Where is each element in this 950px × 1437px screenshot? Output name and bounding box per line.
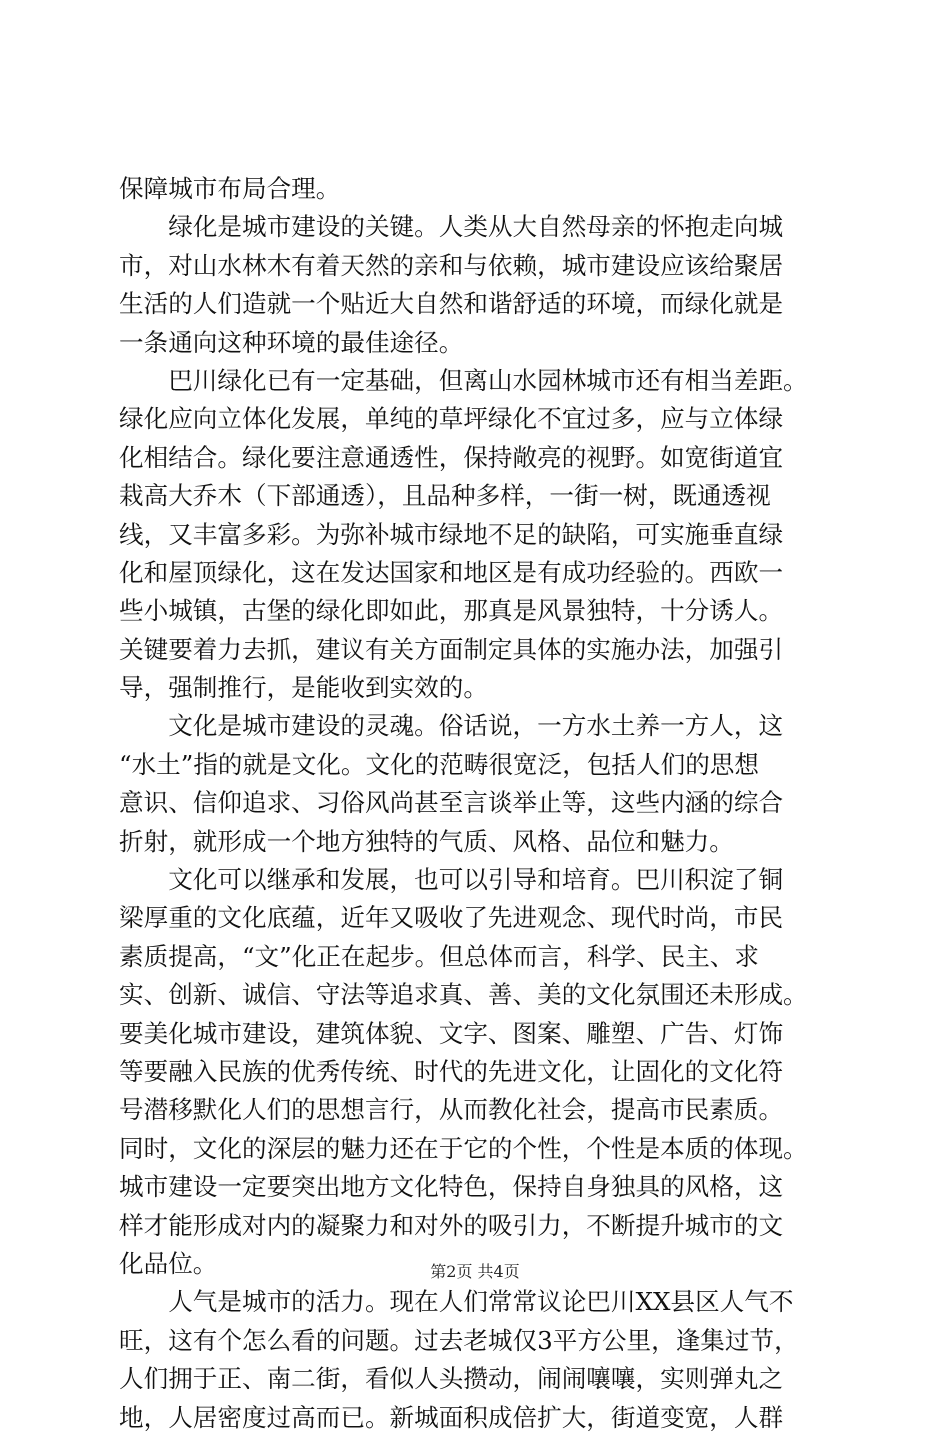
text-line: 生活的人们造就一个贴近大自然和谐舒适的环境，而绿化就是 [119,289,784,319]
text-line: 导，强制推行，是能收到实效的。 [119,673,488,703]
text-line: 素质提高，“文”化正在起步。但总体而言，科学、民主、求 [119,941,759,971]
text-line: 市，对山水林木有着天然的亲和与依赖，城市建设应该给聚居 [119,250,784,280]
text-line: 等要融入民族的优秀传统、时代的先进文化，让固化的文化符 [119,1056,784,1086]
text-line: 折射，就形成一个地方独特的气质、风格、品位和魅力。 [119,826,734,856]
text-line: 巴川绿化已有一定基础，但离山水园林城市还有相当差距。 [119,365,808,395]
text-line: 号潜移默化人们的思想言行，从而教化社会，提高市民素质。 [119,1095,784,1125]
page-footer: 第2页 共4页 [430,1262,520,1281]
body-text [119,170,839,1437]
text-line: 意识、信仰追求、习俗风尚甚至言谈举止等，这些内涵的综合 [119,788,784,818]
text-line: 保障城市布局合理。 [119,174,341,203]
text-line: 化和屋顶绿化，这在发达国家和地区是有成功经验的。西欧一 [119,557,784,587]
text-line: 旺，这有个怎么看的问题。过去老城仅3平方公里，逢集过节， [119,1325,799,1355]
text-line: 要美化城市建设，建筑体貌、文字、图案、雕塑、广告、灯饰 [119,1018,784,1048]
text-line: 城市建设一定要突出地方文化特色，保持自身独具的风格，这 [119,1172,784,1202]
text-line: 样才能形成对内的凝聚力和对外的吸引力，不断提升城市的文 [119,1210,784,1240]
text-line: 实、创新、诚信、守法等追求真、善、美的文化氛围还未形成。 [119,980,808,1010]
text-line: “水土”指的就是文化。文化的范畴很宽泛，包括人们的思想 [119,749,759,779]
text-line: 同时，文化的深层的魅力还在于它的个性，个性是本质的体现。 [119,1133,808,1163]
text-line: 绿化应向立体化发展，单纯的草坪绿化不宜过多，应与立体绿 [119,404,784,434]
text-line: 梁厚重的文化底蕴，近年又吸收了先进观念、现代时尚，市民 [119,903,784,933]
text-line: 化品位。 [119,1248,218,1278]
text-line: 绿化是城市建设的关键。人类从大自然母亲的怀抱走向城 [119,212,784,242]
text-line: 一条通向这种环境的最佳途径。 [119,327,464,357]
text-line: 文化可以继承和发展，也可以引导和培育。巴川积淀了铜 [119,865,784,895]
text-line: 地，人居密度过高而已。新城面积成倍扩大，街道变宽，人群 [119,1402,784,1432]
text-line: 些小城镇，古堡的绿化即如此，那真是风景独特，十分诱人。 [119,596,784,626]
text-line: 人们拥于正、南二街，看似人头攒动，闹闹嚷嚷，实则弹丸之 [119,1364,784,1394]
text-line: 文化是城市建设的灵魂。俗话说，一方水土养一方人，这 [119,711,784,741]
text-line: 栽高大乔木（下部通透），且品种多样，一街一树，既通透视 [119,481,771,511]
text-line: 人气是城市的活力。现在人们常常议论巴川XX县区人气不 [119,1287,794,1317]
text-line: 关键要着力去抓，建议有关方面制定具体的实施办法，加强引 [119,634,784,664]
text-line: 化相结合。绿化要注意通透性，保持敞亮的视野。如宽街道宜 [119,442,784,472]
text-line: 线，又丰富多彩。为弥补城市绿地不足的缺陷，可实施垂直绿 [119,519,784,549]
